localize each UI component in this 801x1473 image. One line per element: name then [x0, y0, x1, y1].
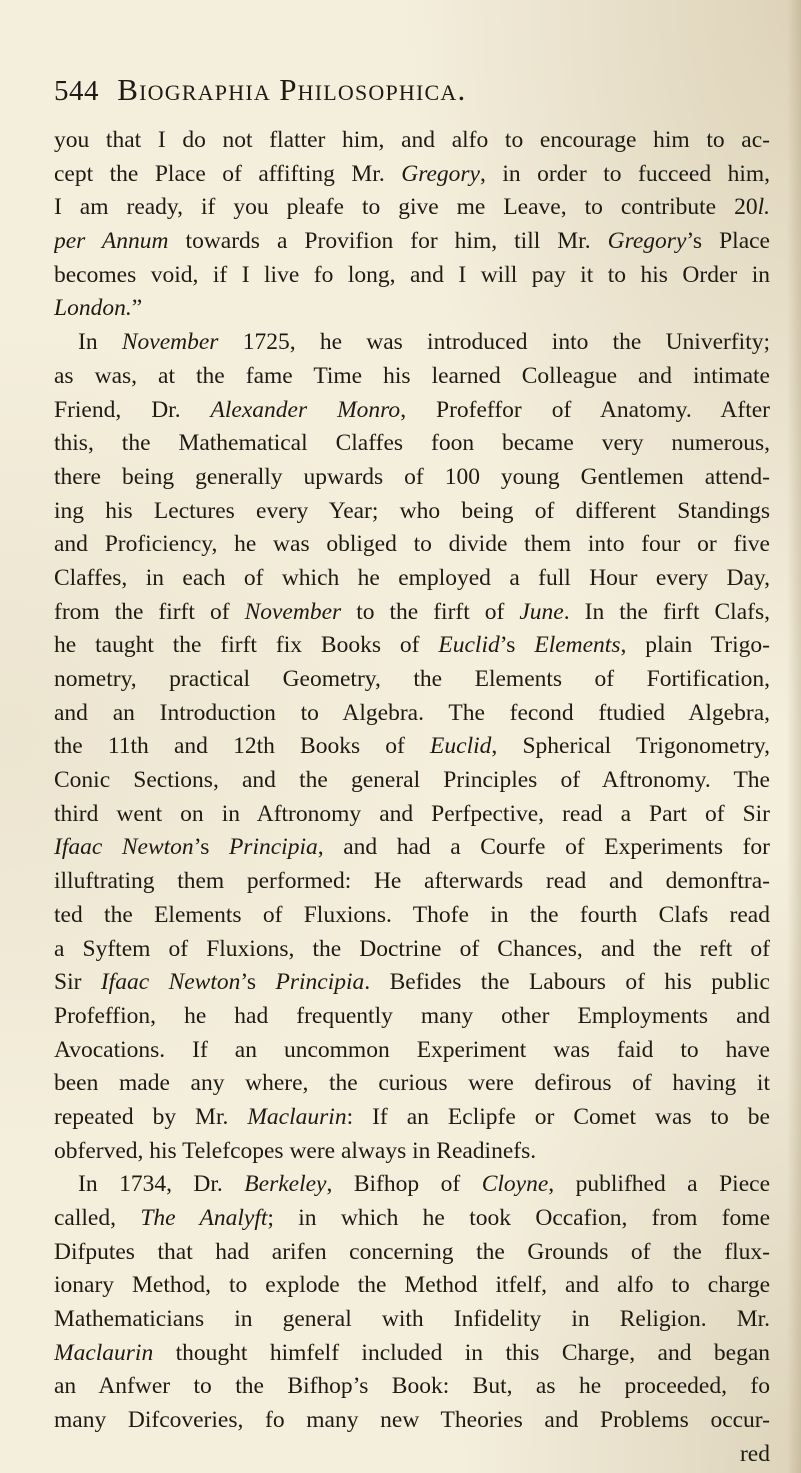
text-run: Sir: [54, 969, 101, 996]
text-run: the 11th and 12th Books of: [54, 733, 431, 760]
text-run: becomes void, if I live fo long, and I will pay it to his Order in: [54, 261, 770, 288]
text-run: Difputes that had arifen concerning the Grounds of the flux-: [54, 1238, 770, 1265]
text-run: been made any where, the curious were defirous of having it: [54, 1070, 770, 1097]
text-run: called,: [54, 1205, 141, 1231]
text-run: ted the Elements of Fluxions. Thofe in the fourth Clafs read: [54, 901, 770, 928]
italic-run: per Annum: [54, 228, 169, 255]
text-run: Profeffion, he had frequently many other Employments and: [54, 1002, 770, 1029]
text-line: [54, 292, 770, 326]
italic-run: The Analyft: [140, 1205, 268, 1231]
text-run: , and had a Courfe of Experiments for: [317, 834, 770, 861]
italic-run: Alexander Monro: [210, 396, 401, 423]
text-line: [54, 495, 770, 529]
text-line: [54, 1404, 770, 1438]
text-run: Conic Sections, and the general Principles of Aftronomy. The: [54, 767, 770, 794]
italic-run: Ifaac Newton: [100, 969, 241, 996]
text-line: [54, 427, 770, 461]
italic-run: Berkeley: [244, 1171, 327, 1198]
text-line: [54, 1236, 770, 1270]
text-line: [54, 865, 770, 899]
text-run: you that I do not flatter him, and alfo to encourage him to ac-: [54, 127, 770, 153]
text-line: [54, 259, 770, 293]
italic-run: London.: [54, 295, 132, 322]
italic-run: Euclid: [430, 733, 492, 760]
text-run: repeated by Mr.: [54, 1103, 248, 1130]
text-line: [54, 528, 770, 562]
text-run: , Bifhop of: [326, 1171, 482, 1198]
text-line: [54, 899, 770, 933]
text-line: [54, 1438, 770, 1472]
text-line: [54, 629, 770, 663]
text-run: there being generally upwards of 100 young Gentlemen attend-: [54, 463, 770, 490]
text-run: , in order to fucceed him,: [479, 160, 770, 187]
text-line: [54, 191, 770, 225]
text-run: Avocations. If an uncommon Experiment was faid to have: [54, 1036, 770, 1063]
text-run: to the firft of: [341, 598, 520, 625]
italic-run: June: [519, 598, 564, 625]
running-title-word-2: Philosophica.: [279, 72, 467, 107]
running-title-word-1: Biographia: [117, 72, 271, 107]
text-run: a Syftem of Fluxions, the Doctrine of Chances, and the reft of: [54, 935, 770, 962]
text-line: [54, 1269, 770, 1303]
page-number: 544: [54, 75, 99, 107]
text-run: and an Introduction to Algebra. The fecond ftudied Algebra,: [54, 699, 770, 726]
text-line: [54, 1168, 770, 1202]
text-run: an Anfwer to the Bifhop’s Book: But, as he proceeded, fo: [54, 1373, 770, 1400]
text-run: thought himfelf included in this Charge, and began: [153, 1339, 770, 1366]
italic-run: l.: [757, 194, 770, 221]
text-run: obferved, his Telefcopes were always in Readinefs.: [54, 1137, 537, 1164]
text-run: many Difcoveries, fo many new Theories and Problems occur-: [54, 1407, 770, 1434]
italic-run: Maclaurin: [54, 1339, 154, 1366]
italic-run: Euclid: [438, 632, 500, 659]
text-line: [54, 663, 770, 697]
text-run: ’s: [499, 632, 535, 659]
text-line: [54, 1337, 770, 1371]
text-run: and Proficiency, he was obliged to divide them into four or five: [54, 531, 770, 558]
text-run: ionary Method, to explode the Method itfelf, and alfo to charge: [54, 1272, 770, 1299]
text-run: ’s: [193, 834, 229, 861]
text-line: [54, 798, 770, 832]
italic-run: Elements: [534, 632, 621, 659]
text-run: : If an Eclipfe or Comet was to be: [346, 1103, 770, 1130]
text-line: [54, 966, 770, 1000]
italic-run: Gregory: [401, 160, 480, 187]
text-line: [54, 1101, 770, 1135]
text-run: . In the firft Clafs,: [563, 598, 770, 625]
text-line: [54, 831, 770, 865]
page-edge-shadow: [787, 0, 801, 1473]
text-line: [54, 1000, 770, 1034]
text-line: [54, 461, 770, 495]
text-line: [54, 1303, 770, 1337]
text-run: Claffes, in each of which he employed a full Hour every Day,: [54, 564, 770, 591]
text-run: ”: [131, 295, 143, 322]
text-line: [54, 730, 770, 764]
text-run: 1725, he was introduced into the Univerfity;: [218, 329, 770, 356]
text-run: cept the Place of affifting Mr.: [54, 160, 402, 187]
text-run: , publifhed a Piece: [548, 1171, 770, 1198]
text-run: illuftrating them performed: He afterwards read and demonftra-: [54, 868, 770, 895]
italic-run: Ifaac Newton: [54, 834, 194, 861]
text-line: [54, 360, 770, 394]
text-run: this, the Mathematical Claffes foon became very numerous,: [54, 430, 770, 457]
italic-run: Maclaurin: [247, 1103, 347, 1130]
text-run: , plain Trigo-: [620, 632, 770, 659]
text-run: . Befides the Labours of his public: [364, 969, 770, 996]
italic-run: Cloyne: [481, 1171, 549, 1198]
text-run: as was, at the fame Time his learned Colleague and intimate: [54, 362, 770, 389]
text-run: In: [78, 329, 122, 356]
text-line: [54, 1135, 770, 1169]
text-run: red: [739, 1440, 770, 1467]
text-line: [54, 1370, 770, 1404]
text-run: towards a Provifion for him, till Mr.: [168, 228, 608, 255]
text-line: [54, 225, 770, 259]
text-run: third went on in Aftronomy and Perfpective, read a Part of Sir: [54, 800, 770, 827]
text-line: [54, 1202, 770, 1236]
text-run: ; in which he took Occafion, from fome: [267, 1205, 770, 1231]
italic-run: Gregory: [607, 228, 687, 255]
text-run: In 1734, Dr.: [78, 1171, 245, 1198]
text-line: [54, 697, 770, 731]
italic-run: Principia: [228, 834, 318, 861]
text-line: [54, 764, 770, 798]
text-run: Mathematicians in general with Infidelity in Religion. Mr.: [54, 1306, 770, 1333]
running-header: [54, 72, 754, 116]
text-line: [54, 326, 770, 360]
text-run: , Spherical Trigonometry,: [491, 733, 770, 760]
text-line: [54, 1067, 770, 1101]
italic-run: Principia: [275, 969, 365, 996]
text-line: [54, 1034, 770, 1068]
text-run: he taught the firft fix Books of: [54, 632, 439, 659]
text-line: [54, 933, 770, 967]
text-run: ing his Lectures every Year; who being of different Standings: [54, 497, 770, 524]
italic-run: November: [121, 329, 219, 356]
text-run: nometry, practical Geometry, the Elements of Fortification,: [54, 666, 770, 692]
text-run: ’s Place: [686, 228, 770, 255]
text-line: [54, 124, 770, 158]
text-run: I am ready, if you pleafe to give me Leave, to contribute 20: [54, 194, 758, 221]
text-line: [54, 596, 770, 630]
text-line: [54, 394, 770, 428]
text-run: Friend, Dr.: [54, 396, 211, 423]
text-line: [54, 562, 770, 596]
text-run: from the firft of: [54, 598, 245, 625]
text-run: , Profeffor of Anatomy. After: [400, 396, 770, 423]
italic-run: November: [244, 598, 342, 625]
text-line: [54, 158, 770, 192]
body-text: [54, 124, 770, 1472]
text-run: ’s: [240, 969, 276, 996]
